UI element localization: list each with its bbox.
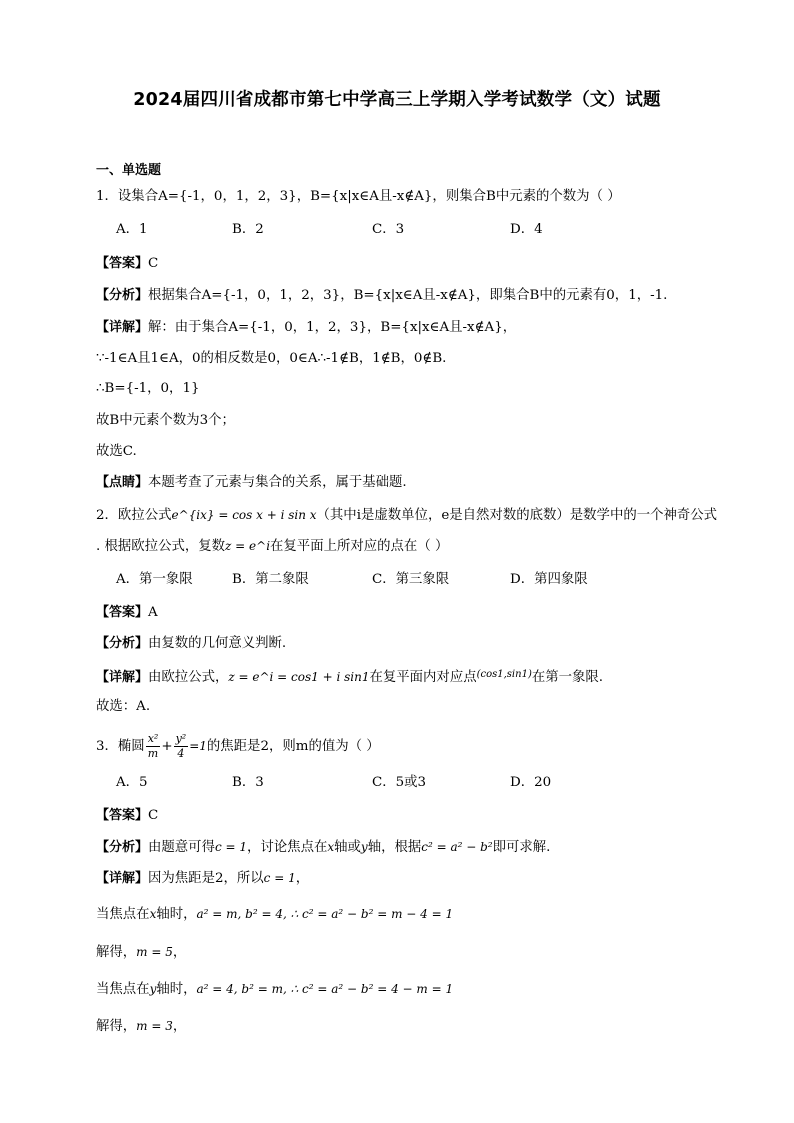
q3-line2-formula: a² = m, b² = 4, ∴ c² = a² − b² = m − 4 = 1 [196,907,454,921]
q3-line4-formula: a² = 4, b² = m, ∴ c² = a² − b² = 4 − m = 1 [196,982,454,996]
q3-detail-line-5 [96,1017,186,1036]
q3-line5-a: 解得， [96,1019,137,1034]
frac1-denominator: m [147,747,159,760]
q3-answer: C [148,808,159,823]
q3-analysis-e: 即可求解. [492,840,551,855]
q3-line4-b: 轴时， [156,982,197,997]
q3-option-a: A．5 [116,775,148,790]
detail-tag: 【详解】 [96,871,149,886]
q3-analysis-y: y [360,840,368,854]
q3-detail-line [96,869,309,888]
q3-line5-formula: m = 3 [136,1019,173,1033]
q3-analysis-formula-1: c = 1 [214,840,248,854]
q3-analysis-formula-2: c² = a² − b² [421,840,493,854]
q2-answer: A [148,605,158,620]
q1-detail-line-3: ∴B={-1，0，1} [96,381,200,396]
q2-option-d: D．第四象限 [510,572,588,587]
q3-line3-b: ， [172,945,187,960]
q1-option-b: B．2 [232,222,264,237]
q3-line2-x: x [149,907,157,921]
q3-detail-line-4 [96,980,453,999]
detail-tag: 【详解】 [96,320,149,335]
q2-stem-d: 在复平面上所对应的点在（ ） [270,539,449,554]
q3-line2-b: 轴时， [156,907,197,922]
q2-detail-line [96,666,603,687]
q3-answer-line [96,807,158,825]
answer-tag: 【答案】 [96,256,149,271]
analysis-tag: 【分析】 [96,288,149,303]
fraction-x2-over-m [146,732,161,761]
q3-analysis-a: 由题意可得 [148,840,215,855]
q2-option-b: B．第二象限 [232,572,309,587]
q3-line4-a: 当焦点在 [96,982,150,997]
q2-detail-a: 由欧拉公式， [148,670,229,685]
q2-analysis: 由复数的几何意义判断. [148,636,287,651]
q3-stem-a: 3．椭圆 [96,739,145,754]
q3-option-d: D．20 [510,775,552,790]
q1-detail: 解：由于集合A={-1，0，1，2，3}，B={x|x∈A且-x∉A}， [148,320,517,335]
q3-analysis-c: 轴或 [334,840,361,855]
analysis-tag: 【分析】 [96,840,149,855]
q2-detail-point: (cos1,sin1) [476,669,532,680]
q3-detail-line-2 [96,905,453,924]
q3-line2-a: 当焦点在 [96,907,150,922]
fraction-y2-over-4 [174,732,189,761]
q1-stem: 1．设集合A={-1，0，1，2，3}，B={x|x∈A且-x∉A}，则集合B中元素的个数为（ ） [96,189,621,204]
q2-option-c: C．第三象限 [372,572,450,587]
q3-detail-b: ， [295,871,310,886]
q3-line3-formula: m = 5 [136,945,173,959]
frac2-numerator: y² [175,732,187,745]
q1-option-a: A．1 [116,222,148,237]
q1-answer: C [148,256,159,271]
q3-option-c: C．5或3 [372,775,427,790]
equation-rhs: =1 [189,739,207,753]
q1-comment-line [96,474,407,492]
q2-detail-b: 在复平面内对应点 [369,670,477,685]
q3-stem-b: 的焦距是2，则m的值为（ ） [206,739,380,754]
q1-detail-line-4: 故B中元素个数为3个； [96,413,235,428]
comment-tag: 【点睛】 [96,475,149,490]
page-title: 2024届四川省成都市第七中学高三上学期入学考试数学（文）试题 [133,90,661,110]
q3-option-b: B．3 [232,775,264,790]
q3-line5-b: ， [172,1019,187,1034]
frac2-denominator: 4 [177,747,185,760]
q1-analysis: 根据集合A={-1，0，1，2，3}，B={x|x∈A且-x∉A}，即集合B中的元素有0，1，-1. [148,288,668,303]
euler-formula: e^{ix} = cos x + i sin x [171,508,317,522]
q1-comment: 本题考查了元素与集合的关系，属于基础题. [148,475,407,490]
q3-line3-a: 解得， [96,945,137,960]
q3-detail-formula: c = 1 [263,871,296,885]
q3-stem: 3．椭圆 $\frac{\text{x²}}{m}$ + $\frac{\text{y²}}{4}$ =1的焦距是2，则m的值为（ ） [96,732,380,760]
q1-analysis-line [96,287,667,305]
q2-analysis-line [96,635,286,653]
complex-z-formula: z = e^i [225,539,271,553]
q2-stem-b: （其中i是虚数单位，e是自然对数的底数）是数学中的一个神奇公式 [316,508,718,523]
q3-analysis-b: ，讨论焦点在 [247,840,328,855]
q3-analysis-line [96,838,550,857]
q3-line4-y: y [149,982,157,996]
answer-tag: 【答案】 [96,605,149,620]
frac1-numerator: x² [147,732,159,745]
q1-detail-line-5: 故选C. [96,444,137,459]
q3-detail-a: 因为焦距是2，所以 [148,871,264,886]
q2-detail-formula: z = e^i = cos1 + i sin1 [228,670,370,684]
section-heading: 一、单选题 [96,163,162,178]
q1-detail-line [96,319,516,337]
q2-stem-line-1 [96,506,717,525]
detail-tag: 【详解】 [96,670,149,685]
answer-tag: 【答案】 [96,808,149,823]
q1-answer-line [96,255,158,273]
q2-stem-line-2 [96,537,448,556]
analysis-tag: 【分析】 [96,636,149,651]
q1-detail-line-2: ∵-1∈A且1∈A，0的相反数是0，0∈A∴-1∉B，1∉B，0∉B. [96,351,447,366]
q1-option-d: D．4 [510,222,543,237]
q2-stem-a: 2．欧拉公式 [96,508,172,523]
q3-analysis-x: x [327,840,335,854]
q1-option-c: C．3 [372,222,405,237]
q2-detail-line-2: 故选：A. [96,699,151,714]
q3-analysis-d: 轴，根据 [367,840,422,855]
q3-detail-line-3 [96,943,186,962]
q2-stem-c: . 根据欧拉公式，复数 [96,539,226,554]
q2-detail-c: 在第一象限. [531,670,604,685]
q2-option-a: A．第一象限 [116,572,193,587]
q2-answer-line [96,604,158,622]
